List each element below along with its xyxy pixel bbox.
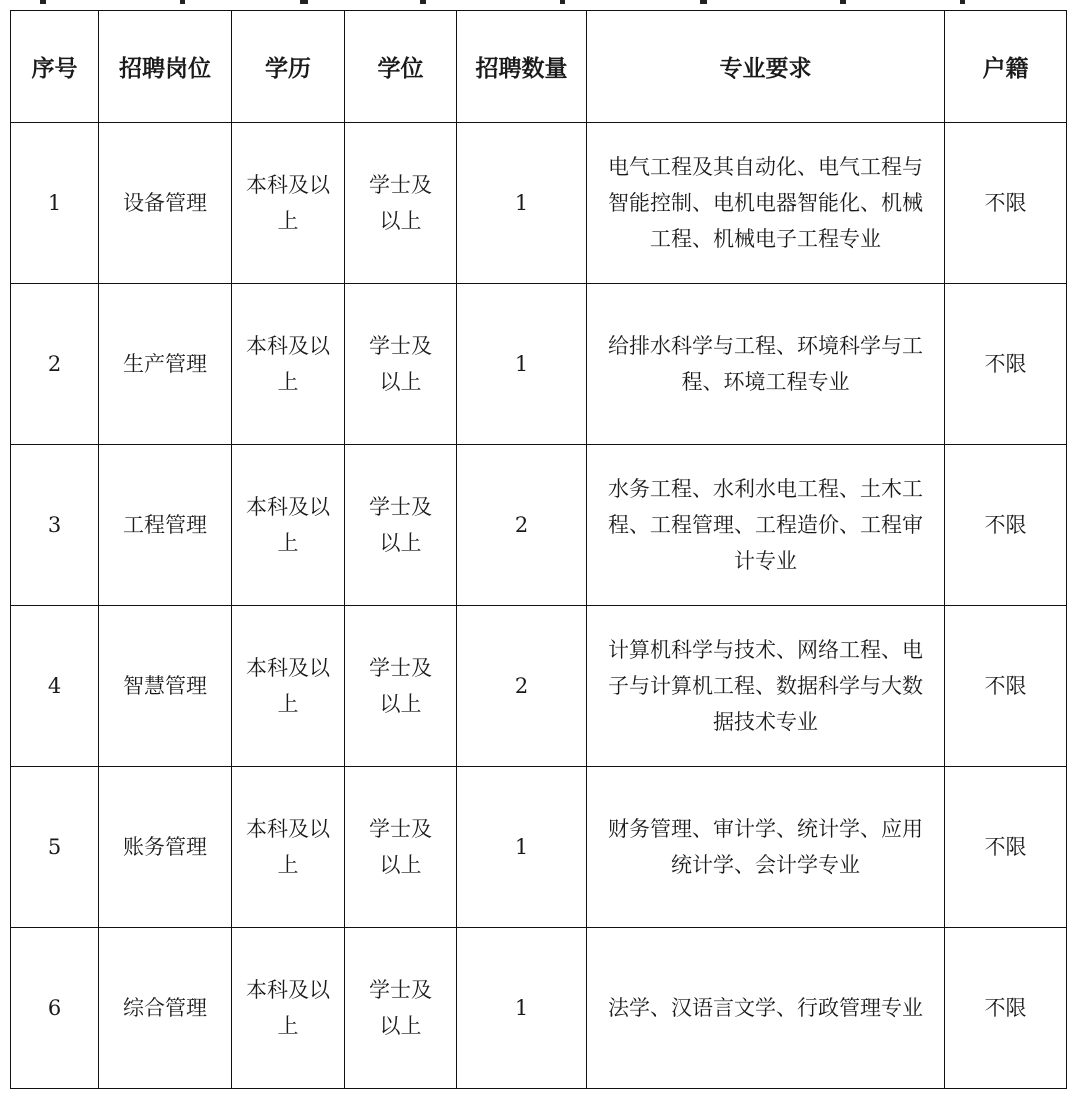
cell-hukou: 不限 — [945, 123, 1067, 284]
cell-degree: 学士及以上 — [345, 767, 457, 928]
cell-position: 账务管理 — [99, 767, 232, 928]
cell-serial-number: 1 — [11, 123, 99, 284]
cell-major-requirement: 水务工程、水利水电工程、土木工程、工程管理、工程造价、工程审计专业 — [587, 445, 945, 606]
table-row — [11, 928, 1067, 1089]
table-header-row — [11, 11, 1067, 123]
cell-major-requirement: 财务管理、审计学、统计学、应用统计学、会计学专业 — [587, 767, 945, 928]
cell-major-requirement: 法学、汉语言文学、行政管理专业 — [587, 928, 945, 1089]
cell-serial-number: 2 — [11, 284, 99, 445]
cell-education: 本科及以上 — [232, 445, 345, 606]
cell-headcount: 2 — [457, 606, 587, 767]
header-headcount: 招聘数量 — [457, 11, 587, 123]
cell-serial-number: 4 — [11, 606, 99, 767]
cell-serial-number: 5 — [11, 767, 99, 928]
cell-hukou: 不限 — [945, 606, 1067, 767]
table-row — [11, 445, 1067, 606]
cell-education: 本科及以上 — [232, 928, 345, 1089]
cell-headcount: 1 — [457, 928, 587, 1089]
recruitment-table — [10, 10, 1067, 1089]
table-row — [11, 123, 1067, 284]
cell-degree: 学士及以上 — [345, 123, 457, 284]
table-row — [11, 606, 1067, 767]
cell-position: 生产管理 — [99, 284, 232, 445]
cell-degree: 学士及以上 — [345, 284, 457, 445]
cell-hukou: 不限 — [945, 928, 1067, 1089]
header-major-requirement: 专业要求 — [587, 11, 945, 123]
table-row — [11, 767, 1067, 928]
cell-major-requirement: 计算机科学与技术、网络工程、电子与计算机工程、数据科学与大数据技术专业 — [587, 606, 945, 767]
header-serial-number: 序号 — [11, 11, 99, 123]
cell-major-requirement: 电气工程及其自动化、电气工程与智能控制、电机电器智能化、机械工程、机械电子工程专业 — [587, 123, 945, 284]
cell-serial-number: 3 — [11, 445, 99, 606]
cell-education: 本科及以上 — [232, 767, 345, 928]
cell-position: 智慧管理 — [99, 606, 232, 767]
cell-degree: 学士及以上 — [345, 445, 457, 606]
cell-degree: 学士及以上 — [345, 928, 457, 1089]
header-education: 学历 — [232, 11, 345, 123]
cell-serial-number: 6 — [11, 928, 99, 1089]
cell-headcount: 1 — [457, 767, 587, 928]
clipped-text-line — [0, 0, 1080, 6]
cell-education: 本科及以上 — [232, 123, 345, 284]
cell-hukou: 不限 — [945, 284, 1067, 445]
cell-position: 设备管理 — [99, 123, 232, 284]
cell-education: 本科及以上 — [232, 284, 345, 445]
cell-degree: 学士及以上 — [345, 606, 457, 767]
header-position: 招聘岗位 — [99, 11, 232, 123]
cell-headcount: 2 — [457, 445, 587, 606]
cell-position: 综合管理 — [99, 928, 232, 1089]
header-hukou: 户籍 — [945, 11, 1067, 123]
cell-education: 本科及以上 — [232, 606, 345, 767]
cell-hukou: 不限 — [945, 767, 1067, 928]
table-row — [11, 284, 1067, 445]
header-degree: 学位 — [345, 11, 457, 123]
cell-position: 工程管理 — [99, 445, 232, 606]
cell-major-requirement: 给排水科学与工程、环境科学与工程、环境工程专业 — [587, 284, 945, 445]
cell-headcount: 1 — [457, 123, 587, 284]
cell-headcount: 1 — [457, 284, 587, 445]
cell-hukou: 不限 — [945, 445, 1067, 606]
